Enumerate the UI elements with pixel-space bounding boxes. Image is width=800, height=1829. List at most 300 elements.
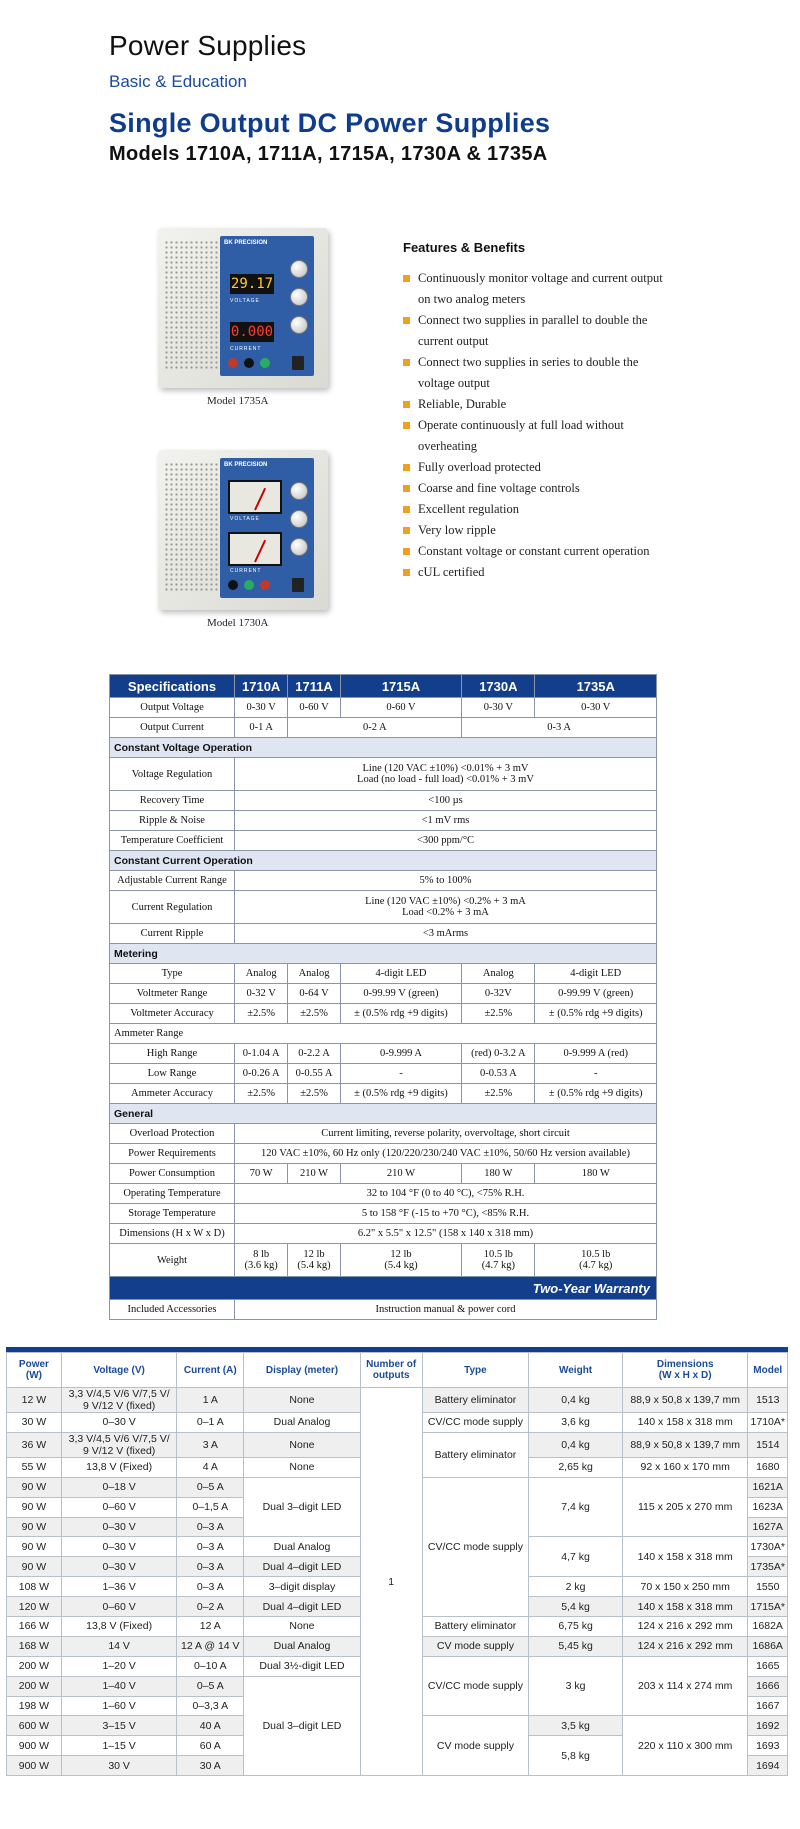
cell-weight: 0,4 kg bbox=[529, 1388, 623, 1413]
cell-dimensions: 124 x 216 x 292 mm bbox=[622, 1617, 748, 1637]
cell-current: 12 A bbox=[177, 1617, 244, 1637]
cell-weight: 6,75 kg bbox=[529, 1617, 623, 1637]
cell-line: 9 V/12 V (fixed) bbox=[82, 1400, 156, 1412]
cell-outputs: 1 bbox=[360, 1388, 422, 1776]
cell-current: 0–3 A bbox=[177, 1517, 244, 1537]
spec-row-accessories bbox=[110, 1300, 657, 1320]
cell-power: 36 W bbox=[7, 1432, 62, 1457]
cell-type: CV mode supply bbox=[422, 1716, 529, 1776]
cell-current: 0–5 A bbox=[177, 1676, 244, 1696]
section-label: Metering bbox=[110, 944, 657, 964]
knob-icon bbox=[290, 510, 308, 528]
cell-model: 1550 bbox=[748, 1577, 788, 1597]
spec-row-voltmeter-range bbox=[110, 984, 657, 1004]
spec-value: ± (0.5% rdg +9 digits) bbox=[340, 1084, 461, 1104]
spec-value: <300 ppm/°C bbox=[235, 831, 657, 851]
current-display: 0.000 bbox=[230, 324, 274, 340]
spec-header-cell: 1710A bbox=[235, 675, 288, 698]
cell-current: 0–3 A bbox=[177, 1577, 244, 1597]
spec-row-current-regulation bbox=[110, 891, 657, 924]
cell-voltage: 14 V bbox=[61, 1636, 177, 1656]
cell-power: 90 W bbox=[7, 1537, 62, 1557]
knob-icon bbox=[290, 482, 308, 500]
models-subtitle: Models 1710A, 1711A, 1715A, 1730A & 1735A bbox=[109, 143, 548, 165]
cell-line: 9 V/12 V (fixed) bbox=[82, 1444, 156, 1457]
spec-row-ammeter-range bbox=[110, 1024, 657, 1044]
cell-type: Battery eliminator bbox=[422, 1617, 529, 1637]
feature-item: Continuously monitor voltage and current output on two analog meters bbox=[403, 268, 673, 310]
spec-header-cell: 1711A bbox=[288, 675, 340, 698]
section-category: Power Supplies bbox=[109, 30, 307, 61]
current-label: CURRENT bbox=[230, 568, 262, 574]
spec-label: Dimensions (H x W x D) bbox=[110, 1224, 235, 1244]
cell-current: 0–10 A bbox=[177, 1656, 244, 1676]
col-header-display: Display (meter) bbox=[244, 1353, 361, 1388]
cell-voltage: 1–60 V bbox=[61, 1696, 177, 1716]
cell-dimensions: 220 x 110 x 300 mm bbox=[622, 1716, 748, 1776]
spec-value: Instruction manual & power cord bbox=[235, 1300, 657, 1320]
cell-model: 1693 bbox=[748, 1736, 788, 1756]
spec-value: 0-0.26 A bbox=[235, 1064, 288, 1084]
spec-label: Current Ripple bbox=[110, 924, 235, 944]
cell-voltage: 13,8 V (Fixed) bbox=[61, 1617, 177, 1637]
voltage-display: 29.17 bbox=[230, 276, 274, 292]
cell-weight: 2,65 kg bbox=[529, 1457, 623, 1477]
cell-model: 1513 bbox=[748, 1388, 788, 1413]
spec-row-ammeter-accuracy bbox=[110, 1084, 657, 1104]
vent-grille bbox=[164, 462, 218, 592]
cell-model: 1621A bbox=[748, 1477, 788, 1497]
cell-display: Dual 3–digit LED bbox=[244, 1477, 361, 1537]
cell-voltage: 0–30 V bbox=[61, 1517, 177, 1537]
cell-model: 1710A* bbox=[748, 1413, 788, 1433]
col-header-voltage: Voltage (V) bbox=[61, 1353, 177, 1388]
spec-line: Line (120 VAC ±10%) <0.2% + 3 mA bbox=[365, 896, 526, 907]
col-header-dimensions bbox=[622, 1353, 748, 1388]
spec-value: - bbox=[340, 1064, 461, 1084]
spec-value: 4-digit LED bbox=[535, 964, 657, 984]
cell-power: 90 W bbox=[7, 1497, 62, 1517]
spec-value: 5 to 158 °F (-15 to +70 °C), <85% R.H. bbox=[235, 1204, 657, 1224]
spec-label: Ammeter Accuracy bbox=[110, 1084, 235, 1104]
spec-value: ±2.5% bbox=[235, 1004, 288, 1024]
cell-model: 1514 bbox=[748, 1432, 788, 1457]
spec-value: 0-32 V bbox=[235, 984, 288, 1004]
spec-value: ±2.5% bbox=[288, 1084, 340, 1104]
cell-current: 0–3 A bbox=[177, 1537, 244, 1557]
spec-value bbox=[462, 1244, 535, 1277]
spec-line: 12 lb bbox=[303, 1249, 325, 1260]
terminal-post-icon bbox=[228, 580, 238, 590]
spec-label: Voltmeter Range bbox=[110, 984, 235, 1004]
spec-value: - bbox=[535, 1064, 657, 1084]
section-label: Constant Voltage Operation bbox=[110, 738, 657, 758]
cell-model: 1665 bbox=[748, 1656, 788, 1676]
cell-current: 60 A bbox=[177, 1736, 244, 1756]
spec-value: 0-9.999 A bbox=[340, 1044, 461, 1064]
header-line: Number of bbox=[366, 1359, 417, 1370]
cell-voltage: 1–15 V bbox=[61, 1736, 177, 1756]
spec-label: Ripple & Noise bbox=[110, 811, 235, 831]
spec-row-voltmeter-accuracy bbox=[110, 1004, 657, 1024]
spec-label: Overload Protection bbox=[110, 1124, 235, 1144]
cell-power: 200 W bbox=[7, 1656, 62, 1676]
feature-item: Coarse and fine voltage controls bbox=[403, 478, 673, 499]
spec-label: Weight bbox=[110, 1244, 235, 1277]
cell-current: 0–1 A bbox=[177, 1413, 244, 1433]
spec-line: (4.7 kg) bbox=[481, 1260, 515, 1271]
cell-model: 1735A* bbox=[748, 1557, 788, 1577]
current-label: CURRENT bbox=[230, 346, 262, 352]
spec-value: 70 W bbox=[235, 1164, 288, 1184]
cell-model: 1686A bbox=[748, 1636, 788, 1656]
cell-type: CV/CC mode supply bbox=[422, 1656, 529, 1716]
knob-icon bbox=[290, 538, 308, 556]
spec-section-general bbox=[110, 1104, 657, 1124]
cell-power: 166 W bbox=[7, 1617, 62, 1637]
knob-icon bbox=[290, 316, 308, 334]
terminal-post-icon bbox=[260, 358, 270, 368]
cell-weight: 5,45 kg bbox=[529, 1636, 623, 1656]
cell-line: 3,3 V/4,5 V/6 V/7,5 V/ bbox=[68, 1388, 170, 1400]
cell-model: 1682A bbox=[748, 1617, 788, 1637]
spec-value: 5% to 100% bbox=[235, 871, 657, 891]
spec-line: 12 lb bbox=[390, 1249, 412, 1260]
spec-row-adj-range bbox=[110, 871, 657, 891]
col-header-power bbox=[7, 1353, 62, 1388]
spec-line: 8 lb bbox=[253, 1249, 270, 1260]
cell-display: Dual Analog bbox=[244, 1413, 361, 1433]
spec-subheading: Ammeter Range bbox=[110, 1024, 657, 1044]
spec-value: 0-64 V bbox=[288, 984, 340, 1004]
knob-icon bbox=[290, 260, 308, 278]
cell-display: Dual Analog bbox=[244, 1636, 361, 1656]
header-line: (W x H x D) bbox=[658, 1370, 712, 1381]
spec-row-current-ripple bbox=[110, 924, 657, 944]
power-switch-icon bbox=[292, 356, 304, 370]
feature-item: Very low ripple bbox=[403, 520, 673, 541]
cell-voltage: 0–30 V bbox=[61, 1413, 177, 1433]
spec-header-cell: Specifications bbox=[110, 675, 235, 698]
spec-row-temp-coeff bbox=[110, 831, 657, 851]
col-header-current: Current (A) bbox=[177, 1353, 244, 1388]
feature-item: Excellent regulation bbox=[403, 499, 673, 520]
caption-model-1730a: Model 1730A bbox=[207, 617, 269, 629]
spec-value: 210 W bbox=[288, 1164, 340, 1184]
power-switch-icon bbox=[292, 578, 304, 592]
cell-dimensions: 92 x 160 x 170 mm bbox=[622, 1457, 748, 1477]
spec-value: <3 mArms bbox=[235, 924, 657, 944]
spec-row-power-cons bbox=[110, 1164, 657, 1184]
col-header-type: Type bbox=[422, 1353, 529, 1388]
spec-row-type bbox=[110, 964, 657, 984]
cell-voltage: 0–60 V bbox=[61, 1497, 177, 1517]
spec-line: 10.5 lb bbox=[483, 1249, 513, 1260]
features-title: Features & Benefits bbox=[403, 240, 526, 255]
cell-power: 55 W bbox=[7, 1457, 62, 1477]
cell-current: 0–3 A bbox=[177, 1557, 244, 1577]
cell-weight: 0,4 kg bbox=[529, 1432, 623, 1457]
spec-line: Line (120 VAC ±10%) <0.01% + 3 mV bbox=[362, 763, 529, 774]
spec-line: (4.7 kg) bbox=[579, 1260, 613, 1271]
cell-type: CV mode supply bbox=[422, 1636, 529, 1656]
spec-value: ± (0.5% rdg +9 digits) bbox=[535, 1004, 657, 1024]
spec-value: <1 mV rms bbox=[235, 811, 657, 831]
page-title: Single Output DC Power Supplies bbox=[109, 108, 551, 138]
spec-line: (3.6 kg) bbox=[244, 1260, 278, 1271]
header-line: (W) bbox=[25, 1370, 42, 1381]
spec-row-high-range bbox=[110, 1044, 657, 1064]
spec-value: ±2.5% bbox=[462, 1084, 535, 1104]
cell-dimensions: 88,9 x 50,8 x 139,7 mm bbox=[622, 1388, 748, 1413]
cell-display: 3–digit display bbox=[244, 1577, 361, 1597]
cell-display: None bbox=[244, 1457, 361, 1477]
features-list bbox=[403, 268, 673, 583]
cell-voltage bbox=[61, 1388, 177, 1413]
feature-item: Operate continuously at full load without overheating bbox=[403, 415, 673, 457]
spec-value: 0-99.99 V (green) bbox=[340, 984, 461, 1004]
cell-dimensions: 203 x 114 x 274 mm bbox=[622, 1656, 748, 1716]
voltage-label: VOLTAGE bbox=[230, 516, 260, 522]
spec-label: Voltage Regulation bbox=[110, 758, 235, 791]
spec-value: 0-32V bbox=[462, 984, 535, 1004]
spec-value: 0-99.99 V (green) bbox=[535, 984, 657, 1004]
spec-value bbox=[288, 1244, 340, 1277]
spec-row-ripple-noise bbox=[110, 811, 657, 831]
spec-line: Load (no load - full load) <0.01% + 3 mV bbox=[357, 774, 534, 785]
spec-label: Output Current bbox=[110, 718, 235, 738]
spec-row-output-current bbox=[110, 718, 657, 738]
spec-row-storage-temp bbox=[110, 1204, 657, 1224]
col-header-model: Model bbox=[748, 1353, 788, 1388]
section-label: General bbox=[110, 1104, 657, 1124]
cell-voltage: 3–15 V bbox=[61, 1716, 177, 1736]
cell-weight: 3 kg bbox=[529, 1656, 623, 1716]
cell-power: 108 W bbox=[7, 1577, 62, 1597]
spec-label: Included Accessories bbox=[110, 1300, 235, 1320]
spec-label: Storage Temperature bbox=[110, 1204, 235, 1224]
cell-display: Dual 3½-digit LED bbox=[244, 1656, 361, 1676]
spec-value: ±2.5% bbox=[235, 1084, 288, 1104]
cell-weight: 3,6 kg bbox=[529, 1413, 623, 1433]
cell-current: 30 A bbox=[177, 1756, 244, 1776]
cell-power: 900 W bbox=[7, 1736, 62, 1756]
spec-value: 4-digit LED bbox=[340, 964, 461, 984]
terminal-post-icon bbox=[228, 358, 238, 368]
cell-power: 12 W bbox=[7, 1388, 62, 1413]
spec-label: Adjustable Current Range bbox=[110, 871, 235, 891]
spec-value: 0-0.53 A bbox=[462, 1064, 535, 1084]
cell-current: 3 A bbox=[177, 1432, 244, 1457]
cell-power: 90 W bbox=[7, 1557, 62, 1577]
cell-current: 12 A @ 14 V bbox=[177, 1636, 244, 1656]
spec-label: Voltmeter Accuracy bbox=[110, 1004, 235, 1024]
prod-header-row bbox=[7, 1353, 788, 1388]
cell-dimensions: 88,9 x 50,8 x 139,7 mm bbox=[622, 1432, 748, 1457]
feature-item: cUL certified bbox=[403, 562, 673, 583]
front-panel bbox=[220, 236, 314, 376]
cell-model: 1627A bbox=[748, 1517, 788, 1537]
header-line: outputs bbox=[372, 1370, 410, 1381]
spec-value: 0-9.999 A (red) bbox=[535, 1044, 657, 1064]
spec-label: Output Voltage bbox=[110, 698, 235, 718]
col-header-outputs bbox=[360, 1353, 422, 1388]
cell-dimensions: 140 x 158 x 318 mm bbox=[622, 1537, 748, 1577]
cell-display: None bbox=[244, 1388, 361, 1413]
spec-line: Load <0.2% + 3 mA bbox=[402, 907, 489, 918]
feature-item: Connect two supplies in series to double the voltage output bbox=[403, 352, 673, 394]
spec-row-voltage-regulation bbox=[110, 758, 657, 791]
spec-label: Recovery Time bbox=[110, 791, 235, 811]
cell-current: 40 A bbox=[177, 1716, 244, 1736]
cell-power: 600 W bbox=[7, 1716, 62, 1736]
spec-line: 10.5 lb bbox=[581, 1249, 611, 1260]
spec-label: Power Requirements bbox=[110, 1144, 235, 1164]
cell-model: 1694 bbox=[748, 1756, 788, 1776]
spec-value bbox=[340, 1244, 461, 1277]
cell-type: CV/CC mode supply bbox=[422, 1477, 529, 1616]
spec-line: (5.4 kg) bbox=[297, 1260, 331, 1271]
spec-value: 0-30 V bbox=[462, 698, 535, 718]
spec-value: Analog bbox=[235, 964, 288, 984]
spec-value: 0-0.55 A bbox=[288, 1064, 340, 1084]
spec-value: ±2.5% bbox=[462, 1004, 535, 1024]
spec-header-cell: 1730A bbox=[462, 675, 535, 698]
spec-row-weight bbox=[110, 1244, 657, 1277]
spec-value: 0-60 V bbox=[340, 698, 461, 718]
spec-value: ± (0.5% rdg +9 digits) bbox=[340, 1004, 461, 1024]
cell-power: 120 W bbox=[7, 1597, 62, 1617]
cell-voltage: 0–60 V bbox=[61, 1597, 177, 1617]
cell-power: 90 W bbox=[7, 1477, 62, 1497]
cell-voltage: 1–36 V bbox=[61, 1577, 177, 1597]
cell-dimensions: 115 x 205 x 270 mm bbox=[622, 1477, 748, 1537]
cell-weight: 4,7 kg bbox=[529, 1537, 623, 1577]
spec-value bbox=[535, 1244, 657, 1277]
spec-label: High Range bbox=[110, 1044, 235, 1064]
header-line: Power bbox=[18, 1359, 49, 1370]
spec-label: Type bbox=[110, 964, 235, 984]
header-line: Dimensions bbox=[656, 1359, 714, 1370]
cell-type: Battery eliminator bbox=[422, 1388, 529, 1413]
spec-value: 180 W bbox=[462, 1164, 535, 1184]
cell-display: Dual 4–digit LED bbox=[244, 1557, 361, 1577]
spec-section-cc bbox=[110, 851, 657, 871]
product-image-1730a bbox=[158, 450, 328, 610]
spec-value: 0-2 A bbox=[288, 718, 462, 738]
spec-value: 120 VAC ±10%, 60 Hz only (120/220/230/240 VAC ±10%, 50/60 Hz version available) bbox=[235, 1144, 657, 1164]
spec-row-power-req bbox=[110, 1144, 657, 1164]
warranty-label: Two-Year Warranty bbox=[110, 1277, 657, 1300]
brand-logo: BK PRECISION bbox=[224, 462, 268, 468]
cell-voltage: 30 V bbox=[61, 1756, 177, 1776]
spec-section-metering bbox=[110, 944, 657, 964]
product-image-1735a bbox=[158, 228, 328, 388]
spec-value: 0-30 V bbox=[235, 698, 288, 718]
brand-logo: BK PRECISION bbox=[224, 240, 268, 246]
spec-value: ±2.5% bbox=[288, 1004, 340, 1024]
col-header-weight: Weight bbox=[529, 1353, 623, 1388]
spec-value: <100 µs bbox=[235, 791, 657, 811]
cell-power: 200 W bbox=[7, 1676, 62, 1696]
spec-value: 210 W bbox=[340, 1164, 461, 1184]
spec-label: Operating Temperature bbox=[110, 1184, 235, 1204]
cell-voltage: 13,8 V (Fixed) bbox=[61, 1457, 177, 1477]
cell-voltage bbox=[61, 1432, 177, 1457]
cell-voltage: 1–20 V bbox=[61, 1656, 177, 1676]
cell-current: 0–5 A bbox=[177, 1477, 244, 1497]
cell-display: Dual 3–digit LED bbox=[244, 1676, 361, 1775]
cell-display: Dual 4–digit LED bbox=[244, 1597, 361, 1617]
spec-label: Power Consumption bbox=[110, 1164, 235, 1184]
spec-row-dimensions bbox=[110, 1224, 657, 1244]
cell-model: 1623A bbox=[748, 1497, 788, 1517]
specifications-table bbox=[109, 674, 657, 1320]
cell-current: 1 A bbox=[177, 1388, 244, 1413]
feature-item: Fully overload protected bbox=[403, 457, 673, 478]
spec-row-low-range bbox=[110, 1064, 657, 1084]
cell-current: 0–2 A bbox=[177, 1597, 244, 1617]
spec-value: ± (0.5% rdg +9 digits) bbox=[535, 1084, 657, 1104]
spec-value: Analog bbox=[288, 964, 340, 984]
cell-dimensions: 140 x 158 x 318 mm bbox=[622, 1413, 748, 1433]
cell-power: 198 W bbox=[7, 1696, 62, 1716]
spec-section-cv bbox=[110, 738, 657, 758]
cell-power: 168 W bbox=[7, 1636, 62, 1656]
cell-model: 1680 bbox=[748, 1457, 788, 1477]
feature-item: Constant voltage or constant current operation bbox=[403, 541, 673, 562]
spec-value: 0-2.2 A bbox=[288, 1044, 340, 1064]
spec-row-overload bbox=[110, 1124, 657, 1144]
cell-weight: 5,4 kg bbox=[529, 1597, 623, 1617]
table-row bbox=[7, 1388, 788, 1413]
spec-row-op-temp bbox=[110, 1184, 657, 1204]
spec-value bbox=[235, 1244, 288, 1277]
spec-value: 0-3 A bbox=[462, 718, 657, 738]
cell-model: 1730A* bbox=[748, 1537, 788, 1557]
cell-power: 90 W bbox=[7, 1517, 62, 1537]
cell-dimensions: 70 x 150 x 250 mm bbox=[622, 1577, 748, 1597]
spec-value bbox=[235, 891, 657, 924]
cell-weight: 7,4 kg bbox=[529, 1477, 623, 1537]
vent-grille bbox=[164, 240, 218, 370]
spec-value: 0-1 A bbox=[235, 718, 288, 738]
section-label: Constant Current Operation bbox=[110, 851, 657, 871]
terminal-post-icon bbox=[244, 580, 254, 590]
spec-header-cell: 1715A bbox=[340, 675, 461, 698]
cell-model: 1667 bbox=[748, 1696, 788, 1716]
cell-display: Dual Analog bbox=[244, 1537, 361, 1557]
feature-item: Connect two supplies in parallel to double the current output bbox=[403, 310, 673, 352]
cell-voltage: 0–30 V bbox=[61, 1557, 177, 1577]
cell-type: Battery eliminator bbox=[422, 1432, 529, 1477]
cell-display: None bbox=[244, 1617, 361, 1637]
spec-row-recovery-time bbox=[110, 791, 657, 811]
knob-icon bbox=[290, 288, 308, 306]
cell-model: 1666 bbox=[748, 1676, 788, 1696]
cell-model: 1692 bbox=[748, 1716, 788, 1736]
voltage-label: VOLTAGE bbox=[230, 298, 260, 304]
cell-current: 0–1,5 A bbox=[177, 1497, 244, 1517]
front-panel bbox=[220, 458, 314, 598]
cell-line: 3,3 V/4,5 V/6 V/7,5 V/ bbox=[68, 1432, 170, 1445]
spec-value: (red) 0-3.2 A bbox=[462, 1044, 535, 1064]
spec-value bbox=[235, 758, 657, 791]
cell-voltage: 0–30 V bbox=[61, 1537, 177, 1557]
cell-weight: 5,8 kg bbox=[529, 1736, 623, 1776]
spec-row-output-voltage bbox=[110, 698, 657, 718]
spec-label: Current Regulation bbox=[110, 891, 235, 924]
